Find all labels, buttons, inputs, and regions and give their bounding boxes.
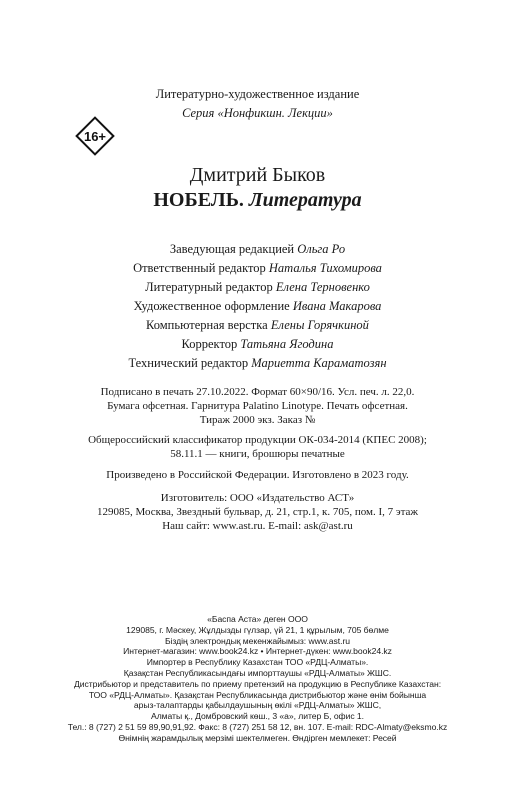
credit-role: Заведующая редакцией: [169, 242, 295, 256]
credit-person: Мариетта Караматозян: [251, 356, 387, 370]
product-classifier: [0, 433, 515, 461]
publisher-line: Изготовитель: ООО «Издательство АСТ»: [160, 492, 355, 504]
credit-role: Ответственный редактор: [133, 261, 266, 275]
edition-type: Литературно-художественное издание: [155, 87, 360, 101]
kz-line: Біздің электрондық мекенжайымыз: www.ast.ru: [164, 635, 351, 646]
print-info-line: Бумага офсетная. Гарнитура Palatino Linotype. Печать офсетная.: [107, 400, 408, 412]
book-title-main: НОБЕЛЬ.: [153, 189, 244, 211]
kz-line: «Баспа Аста» деген ООО: [207, 614, 308, 624]
credit-line: [0, 354, 515, 373]
credit-line: [0, 259, 515, 278]
print-info-line: Подписано в печать 27.10.2022. Формат 60×90/16. Усл. печ. л. 22,0.: [100, 386, 415, 398]
age-rating-badge: [75, 116, 115, 156]
kz-line: Тел.: 8 (727) 2 51 59 89,90,91,92. Факс: 8 (727) 251 58 12, вн. 107. E-mail: RDC-Almaty@eksmo.kz: [67, 721, 448, 732]
credit-line: [0, 335, 515, 354]
production-country: Произведено в Российской Федерации. Изготовлено в 2023 году.: [106, 469, 409, 481]
classifier-line: 58.11.1 — книги, брошюры печатные: [170, 448, 345, 460]
book-title: [0, 189, 515, 212]
credit-person: Елена Терновенко: [275, 280, 370, 294]
kz-line: Импортер в Республику Казахстан ТОО «РДЦ-Алматы».: [146, 657, 369, 668]
book-title-sub: Литература: [248, 189, 362, 211]
credit-line: [0, 240, 515, 259]
age-rating-text: 16+: [83, 128, 107, 144]
kz-line: арыз-талаптарды қабылдаушының өкілі «РДЦ-Алматы» ЖШС,: [133, 700, 382, 711]
credit-person: Ольга Ро: [297, 242, 346, 256]
credit-person: Елены Горячкиной: [270, 318, 369, 332]
kz-line: Интернет-магазин: www.book24.kz • Интернет-дүкен: www.book24.kz: [123, 646, 392, 657]
credit-role: Компьютерная верстка: [146, 318, 268, 332]
kazakhstan-distributor-block: [0, 614, 515, 744]
credit-person: Татьяна Ягодина: [240, 337, 334, 351]
publisher-info: [0, 491, 515, 533]
print-info-line: Тираж 2000 экз. Заказ №: [199, 414, 316, 426]
author-name: Дмитрий Быков: [189, 164, 326, 186]
credit-role: Корректор: [181, 337, 238, 351]
credit-role: Художественное оформление: [133, 299, 290, 313]
kz-line: Дистрибьютор и представитель по приему претензий на продукцию в Республике Казахстан:: [73, 678, 442, 689]
publisher-line: 129085, Москва, Звездный бульвар, д. 21, стр.1, к. 705, пом. I, 7 этаж: [96, 506, 419, 518]
kz-line: Алматы қ., Домбровский көш., 3 «а», литер Б, офис 1.: [151, 711, 364, 722]
classifier-line: Общероссийский классификатор продукции ОК-034-2014 (КПЕС 2008);: [88, 434, 427, 446]
kz-line: Өнімнің жарамдылық мерзімі шектелмеген. Өндірген мемлекет: Ресей: [118, 732, 397, 743]
credit-role: Технический редактор: [128, 356, 249, 370]
kz-line: Қазақстан Республикасындағы импорттаушы «РДЦ-Алматы» ЖШС.: [123, 667, 392, 678]
credit-line: [0, 316, 515, 335]
publisher-line: Наш сайт: www.ast.ru. E-mail: ask@ast.ru: [162, 520, 353, 532]
credit-person: Ивана Макарова: [292, 299, 382, 313]
credit-line: [0, 297, 515, 316]
credit-person: Наталья Тихомирова: [268, 261, 382, 275]
kz-line: ТОО «РДЦ-Алматы». Қазақстан Республикасында дистрибьютор және өнім бойынша: [88, 689, 427, 700]
credit-line: [0, 278, 515, 297]
kz-line: 129085, г. Мәскеу, Жұлдызды гүлзар, үй 21, 1 құрылым, 705 бөлме: [126, 624, 389, 635]
print-info: [0, 385, 515, 427]
series-name: Серия «Нонфикшн. Лекции»: [182, 106, 333, 120]
credit-role: Литературный редактор: [145, 280, 273, 294]
credits-list: [0, 240, 515, 373]
